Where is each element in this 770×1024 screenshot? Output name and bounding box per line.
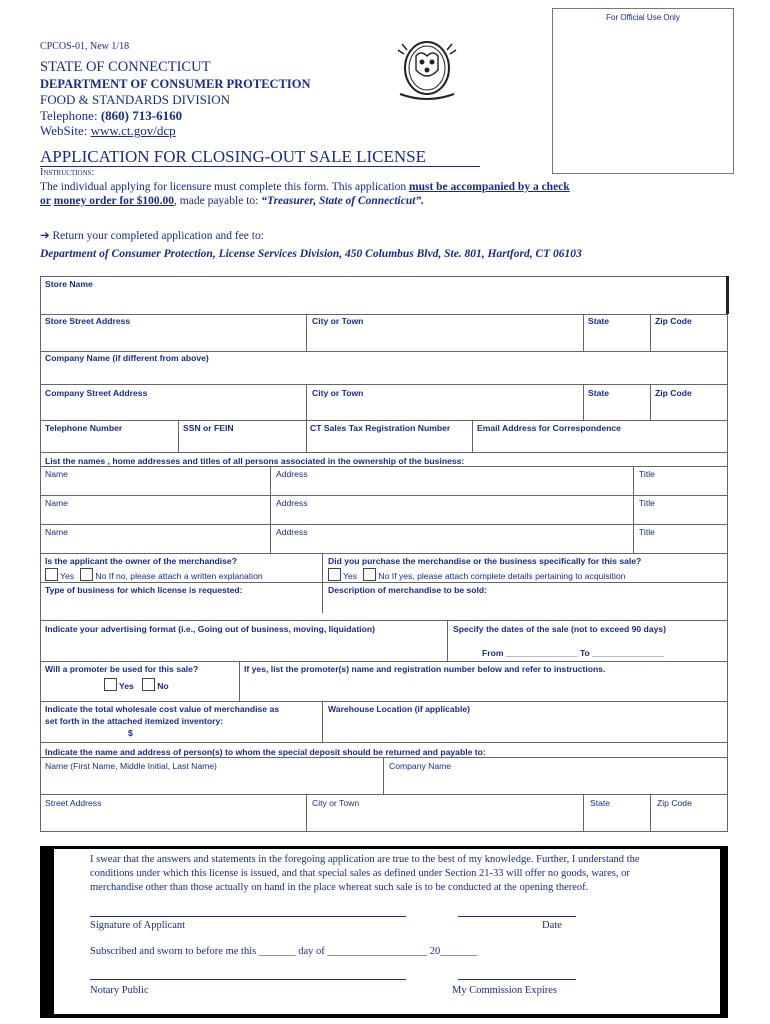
email-field[interactable]: Email Address for Correspondence xyxy=(477,423,621,433)
instructions-line-1 xyxy=(40,181,570,193)
instructions-emphasis-1: must be accompanied by a check xyxy=(409,181,570,193)
deposit-company-field[interactable]: Company Name xyxy=(389,761,452,771)
official-use-label: For Official Use Only xyxy=(606,13,680,22)
signature-label: Signature of Applicant xyxy=(90,920,186,931)
instructions-label: Instructions: xyxy=(40,167,95,178)
form-id: CPCOS-01, New 1/18 xyxy=(40,41,130,52)
commission-label: My Commission Expires xyxy=(452,985,558,996)
instructions-payable: , made payable to: xyxy=(174,195,262,207)
date-label: Date xyxy=(542,920,562,931)
company-zip-field[interactable]: Zip Code xyxy=(655,388,692,398)
company-city-field[interactable]: City or Town xyxy=(312,388,364,398)
title-underline xyxy=(40,166,480,167)
promoter-no-checkbox[interactable] xyxy=(142,678,155,691)
oath-line-2: conditions under which this license is issued, and that special sales as defined under Section 21-33 will offer no goods, wares, or xyxy=(90,868,630,879)
purchase-yes-label: Yes xyxy=(343,571,358,581)
purchase-answer-line xyxy=(328,568,625,581)
page-title: APPLICATION FOR CLOSING-OUT SALE LICENSE xyxy=(40,147,426,166)
promoter-question: Will a promoter be used for this sale? xyxy=(45,664,199,674)
owner-2-name-field[interactable]: Name xyxy=(45,498,68,508)
owner-1-address-field[interactable]: Address xyxy=(276,469,308,479)
telephone-line xyxy=(40,108,182,124)
promoter-yes-checkbox[interactable] xyxy=(104,678,117,691)
instructions-text-1: The individual applying for licensure must complete this form. This application xyxy=(40,181,409,193)
company-state-field[interactable]: State xyxy=(588,388,610,398)
owners-heading: List the names , home addresses and titles of all persons associated in the ownership of the business: xyxy=(45,456,465,466)
store-street-field[interactable]: Store Street Address xyxy=(45,316,131,326)
ssn-fein-field[interactable]: SSN or FEIN xyxy=(183,423,234,433)
telephone-field[interactable]: Telephone Number xyxy=(45,423,123,433)
telephone-number: (860) 713-6160 xyxy=(100,108,183,123)
department-name: DEPARTMENT OF CONSUMER PROTECTION xyxy=(40,77,311,91)
application-form xyxy=(40,276,728,832)
deposit-city-field[interactable]: City or Town xyxy=(312,798,360,808)
promoter-yes-label: Yes xyxy=(119,681,134,691)
purchase-no-checkbox[interactable] xyxy=(363,568,376,581)
owner-1-title-field[interactable]: Title xyxy=(639,469,655,479)
website-link[interactable]: www.ct.gov/dcp xyxy=(90,123,176,138)
deposit-heading: Indicate the name and address of person(s) to whom the special deposit should be returned and payable to: xyxy=(45,747,486,757)
oath-box xyxy=(40,846,728,1018)
oath-line-1: I swear that the answers and statements in the foregoing application are true to the best of my knowledge. Further, I understand the xyxy=(90,854,640,865)
store-city-field[interactable]: City or Town xyxy=(312,316,364,326)
owner-question: Is the applicant the owner of the merchandise? xyxy=(45,556,237,566)
store-zip-field[interactable]: Zip Code xyxy=(655,316,692,326)
store-state-field[interactable]: State xyxy=(588,316,610,326)
sale-dates-field[interactable]: From _______________ To _______________ xyxy=(482,648,664,658)
instructions-line-2 xyxy=(40,195,424,207)
store-name-field[interactable]: Store Name xyxy=(45,279,93,289)
business-type-field[interactable]: Type of business for which license is requested: xyxy=(45,585,243,595)
telephone-label: Telephone: xyxy=(40,108,101,123)
ct-tax-field[interactable]: CT Sales Tax Registration Number xyxy=(310,423,451,433)
purchase-yes-checkbox[interactable] xyxy=(328,568,341,581)
owner-yes-checkbox[interactable] xyxy=(45,568,58,581)
website-line xyxy=(40,123,176,139)
deposit-street-field[interactable]: Street Address xyxy=(45,798,102,808)
merchandise-description-field[interactable]: Description of merchandise to be sold: xyxy=(328,585,488,595)
owner-1-name-field[interactable]: Name xyxy=(45,469,68,479)
signature-line[interactable] xyxy=(90,916,406,917)
deposit-zip-field[interactable]: Zip Code xyxy=(657,798,692,808)
deposit-name-field[interactable]: Name (First Name, Middle Initial, Last Name) xyxy=(45,761,217,771)
website-label: WebSite: xyxy=(40,123,91,138)
company-street-field[interactable]: Company Street Address xyxy=(45,388,148,398)
sworn-line[interactable]: Subscribed and sworn to before me this _______ day of ___________________ 20_______ xyxy=(90,946,477,957)
deposit-state-field[interactable]: State xyxy=(590,798,611,808)
promoter-no-label: No xyxy=(157,681,169,691)
official-use-box xyxy=(552,8,734,174)
notary-label: Notary Public xyxy=(90,985,149,996)
owner-answer-line xyxy=(45,568,263,581)
cost-value-field[interactable]: $ xyxy=(128,728,133,738)
advertising-format-field[interactable]: Indicate your advertising format (i.e., Going out of business, moving, liquidation) xyxy=(45,624,375,634)
company-name-field[interactable]: Company Name (if different from above) xyxy=(45,353,209,363)
purchase-yes-note: If yes, please attach complete details pertaining to acquisition xyxy=(389,571,626,581)
state-name: STATE OF CONNECTICUT xyxy=(40,59,211,75)
owner-2-title-field[interactable]: Title xyxy=(639,498,655,508)
owner-3-title-field[interactable]: Title xyxy=(639,527,655,537)
owner-no-note: If no, please attach a written explanation xyxy=(106,571,263,581)
owner-2-address-field[interactable]: Address xyxy=(276,498,308,508)
purchase-no-label: No xyxy=(378,571,390,581)
state-seal-icon xyxy=(392,36,462,106)
commission-line[interactable] xyxy=(458,979,576,980)
date-line[interactable] xyxy=(458,916,576,917)
cost-value-label-2: set forth in the attached itemized inventory: xyxy=(45,716,224,726)
promoter-answer-line xyxy=(104,678,169,691)
instructions-fee: money order for $100.00 xyxy=(53,195,175,207)
instructions-payee: “Treasurer, State of Connecticut”. xyxy=(261,195,425,207)
mailing-address: Department of Consumer Protection, License Services Division, 450 Columbus Blvd, Ste. 801, Hartford, CT 06103 xyxy=(40,248,582,260)
oath-line-3: merchandise other than those actually on hand in the place whereat such sale is to be conducted at the opening thereof. xyxy=(90,882,589,893)
owner-no-checkbox[interactable] xyxy=(80,568,93,581)
purchase-question: Did you purchase the merchandise or the business specifically for this sale? xyxy=(328,556,642,566)
warehouse-location-field[interactable]: Warehouse Location (if applicable) xyxy=(328,704,470,714)
promoter-list-field[interactable]: If yes, list the promoter(s) name and registration number below and refer to instructions. xyxy=(244,664,606,674)
return-instruction: ➔ Return your completed application and fee to: xyxy=(40,230,264,242)
owner-no-label: No xyxy=(95,571,107,581)
instructions-or: or xyxy=(40,195,51,207)
sale-dates-label: Specify the dates of the sale (not to exceed 90 days) xyxy=(453,624,667,634)
owner-3-address-field[interactable]: Address xyxy=(276,527,308,537)
division-name: FOOD & STANDARDS DIVISION xyxy=(40,92,230,107)
owner-yes-label: Yes xyxy=(60,571,75,581)
cost-value-label-1: Indicate the total wholesale cost value of merchandise as xyxy=(45,704,280,714)
owner-3-name-field[interactable]: Name xyxy=(45,527,68,537)
notary-line[interactable] xyxy=(90,979,406,980)
